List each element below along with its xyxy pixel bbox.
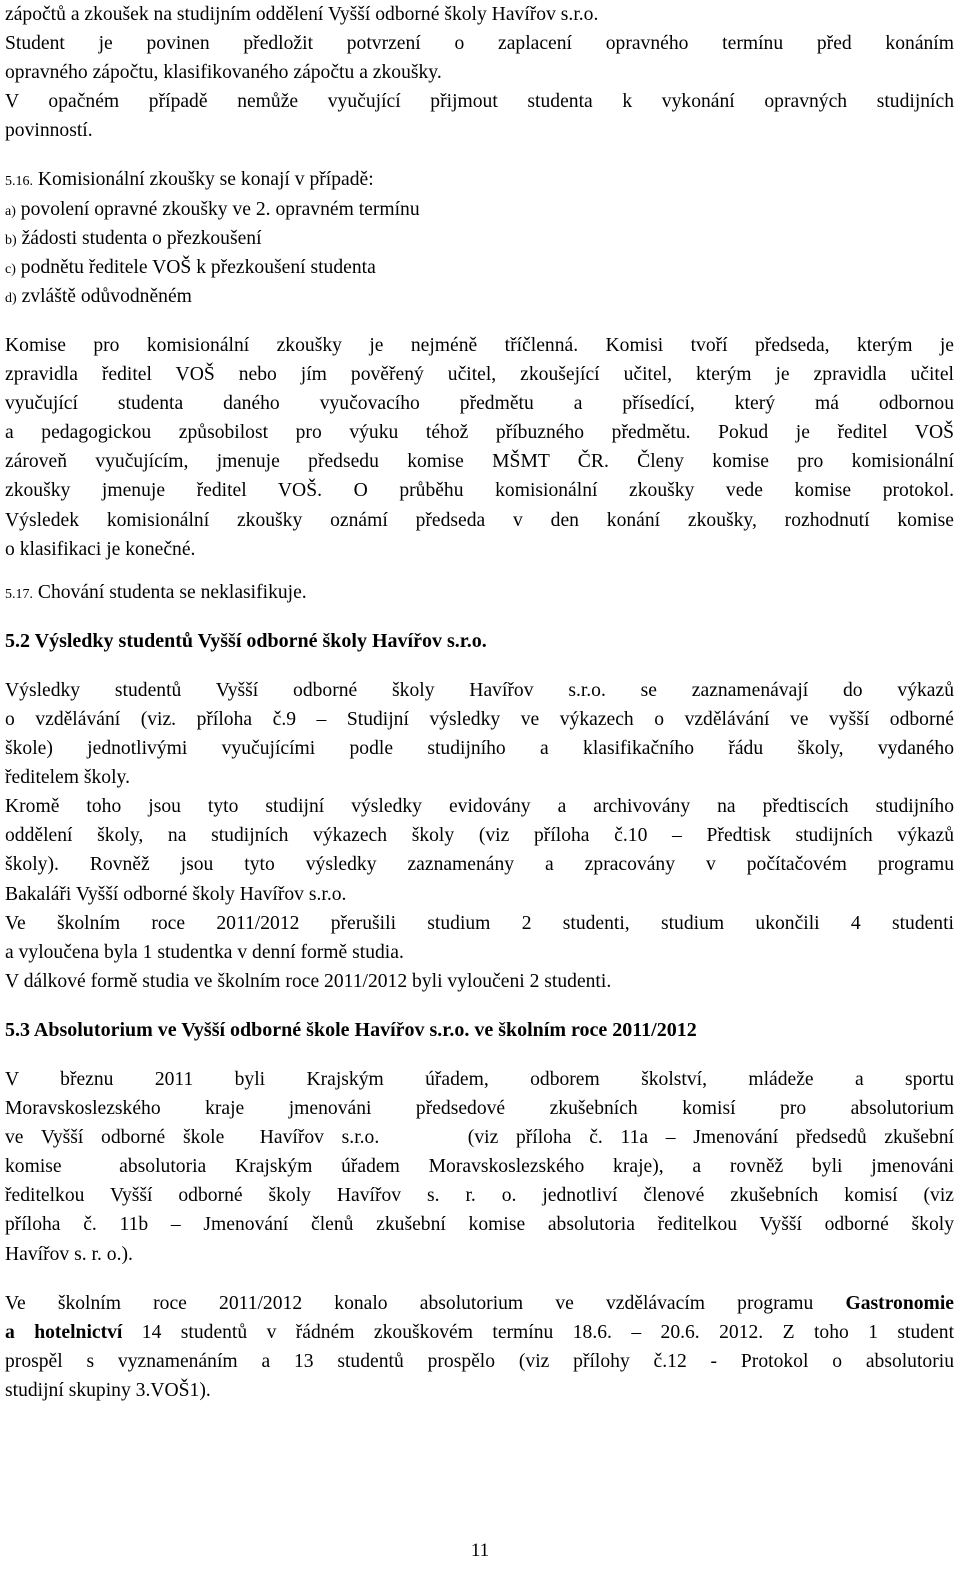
text-line: studijní skupiny 3.VOŠ1). [5,1379,211,1401]
list-item-text: zvláště odůvodněném [21,285,192,307]
list-item [5,253,954,282]
text-line: V opačném případě nemůže vyučující přijmout studenta k vykonání opravných studijních [5,91,954,113]
text-line: zároveň vyučujícím, jmenuje předsedu komise MŠMT ČR. Členy komise pro komisionální [5,451,954,473]
text-segment: Ve školním roce 2011/2012 konalo absolutorium ve vzdělávacím programu [5,1292,846,1314]
section-number: 5.17. [5,586,33,602]
list-item [5,195,954,224]
list-item [5,282,954,311]
text-line: zpravidla ředitel VOŠ nebo jím pověřený učitel, zkoušející učitel, kterým je zpravidla učitel [5,364,954,386]
text-line: Výsledky studentů Vyšší odborné školy Havířov s.r.o. se zaznamenávají do výkazů [5,679,954,701]
text-line: ředitelkou Vyšší odborné školy Havířov s. r. o. jednotliví členové zkušebních komisí (viz [5,1185,954,1207]
text-line: Havířov s. r. o.). [5,1243,133,1265]
text-line: školy). Rovněž jsou tyto výsledky zaznamenány a zpracovány v počítačovém programu [5,854,954,876]
text-line [5,1318,954,1347]
text-line: Komise pro komisionální zkoušky je nejméně tříčlenná. Komisi tvoří předseda, kterým je [5,334,954,356]
text-line: vyučující studenta daného vyučovacího předmětu a přísedící, který má odbornou [5,393,954,415]
heading-5-2: 5.2 Výsledky studentů Vyšší odborné školy Havířov s.r.o. [5,629,487,652]
program-name: Gastronomie [845,1292,954,1314]
text-line: oddělení školy, na studijních výkazech školy (viz příloha č.10 – Předtisk studijních výkazů [5,825,954,847]
text-line: opravného zápočtu, klasifikovaného zápočtu a zkoušky. [5,62,442,84]
page-number: 11 [470,1540,490,1561]
list-marker: b) [5,232,17,248]
section-title: Komisionální zkoušky se konají v případě: [33,169,374,191]
text-line: škole) jednotlivými vyučujícími podle studijního a klasifikačního řádu školy, vydaného [5,738,954,760]
text-line: Student je povinen předložit potvrzení o zaplacení opravného termínu před konáním [5,33,954,55]
list-marker: c) [5,261,16,277]
text-line: o klasifikaci je konečné. [5,538,196,560]
list-item-text: povolení opravné zkoušky ve 2. opravném termínu [20,198,420,220]
text-line: ředitelem školy. [5,767,130,789]
list-item-text: žádosti studenta o přezkoušení [21,227,262,249]
text-line: Bakaláři Vyšší odborné školy Havířov s.r.o. [5,883,347,905]
text-line: Ve školním roce 2011/2012 přerušili studium 2 studenti, studium ukončili 4 studenti [5,912,954,934]
text-line: komise absolutoria Krajským úřadem Moravskoslezského kraje), a rovněž byli jmenováni [5,1156,954,1178]
text-line: o vzdělávání (viz. příloha č.9 – Studijní výsledky ve výkazech o vzdělávání ve vyšší odborné [5,708,954,730]
text-line: příloha č. 11b – Jmenování členů zkušební komise absolutoria ředitelkou Vyšší odborné školy [5,1214,954,1236]
text-line: zkoušky jmenuje ředitel VOŠ. O průběhu komisionální zkoušky vede komise protokol. [5,480,954,502]
text-line: Kromě toho jsou tyto studijní výsledky evidovány a archivovány na předtiscích studijního [5,796,954,818]
list-marker: d) [5,290,17,306]
section-5-16-heading [5,165,954,194]
list-marker: a) [5,203,16,219]
text-line: Moravskoslezského kraje jmenováni předsedové zkušebních komisí pro absolutorium [5,1098,954,1120]
text-line [5,1289,954,1318]
list-item [5,224,954,253]
text-line: a vyloučena byla 1 studentka v denní formě studia. [5,941,404,963]
text-line: Výsledek komisionální zkoušky oznámí předseda v den konání zkoušky, rozhodnutí komise [5,509,954,531]
text-line: prospěl s vyznamenáním a 13 studentů prospělo (viz přílohy č.12 - Protokol o absolutoriu [5,1350,954,1372]
list-item-text: podnětu ředitele VOŠ k přezkoušení studenta [20,256,376,278]
text-line: zápočtů a zkoušek na studijním oddělení Vyšší odborné školy Havířov s.r.o. [5,4,599,25]
text-line: V dálkové formě studia ve školním roce 2011/2012 byli vyloučeni 2 studenti. [5,970,612,992]
text-line: ve Vyšší odborné škole Havířov s.r.o. (viz příloha č. 11a – Jmenování předsedů zkušební [5,1127,954,1149]
text-line: V březnu 2011 byli Krajským úřadem, odborem školství, mládeže a sportu [5,1069,954,1090]
section-5-17 [5,578,954,607]
program-name: a hotelnictví [5,1321,123,1343]
text-segment: 14 studentů v řádném zkouškovém termínu 18.6. – 20.6. 2012. Z toho 1 student [122,1321,954,1343]
text-line: a pedagogickou způsobilost pro výuku téhož příbuzného předmětu. Pokud je ředitel VOŠ [5,422,954,444]
section-text: Chování studenta se neklasifikuje. [33,581,307,603]
heading-5-3: 5.3 Absolutorium ve Vyšší odborné škole Havířov s.r.o. ve školním roce 2011/2012 [5,1018,697,1041]
section-number: 5.16. [5,174,33,190]
text-line: povinností. [5,120,93,142]
